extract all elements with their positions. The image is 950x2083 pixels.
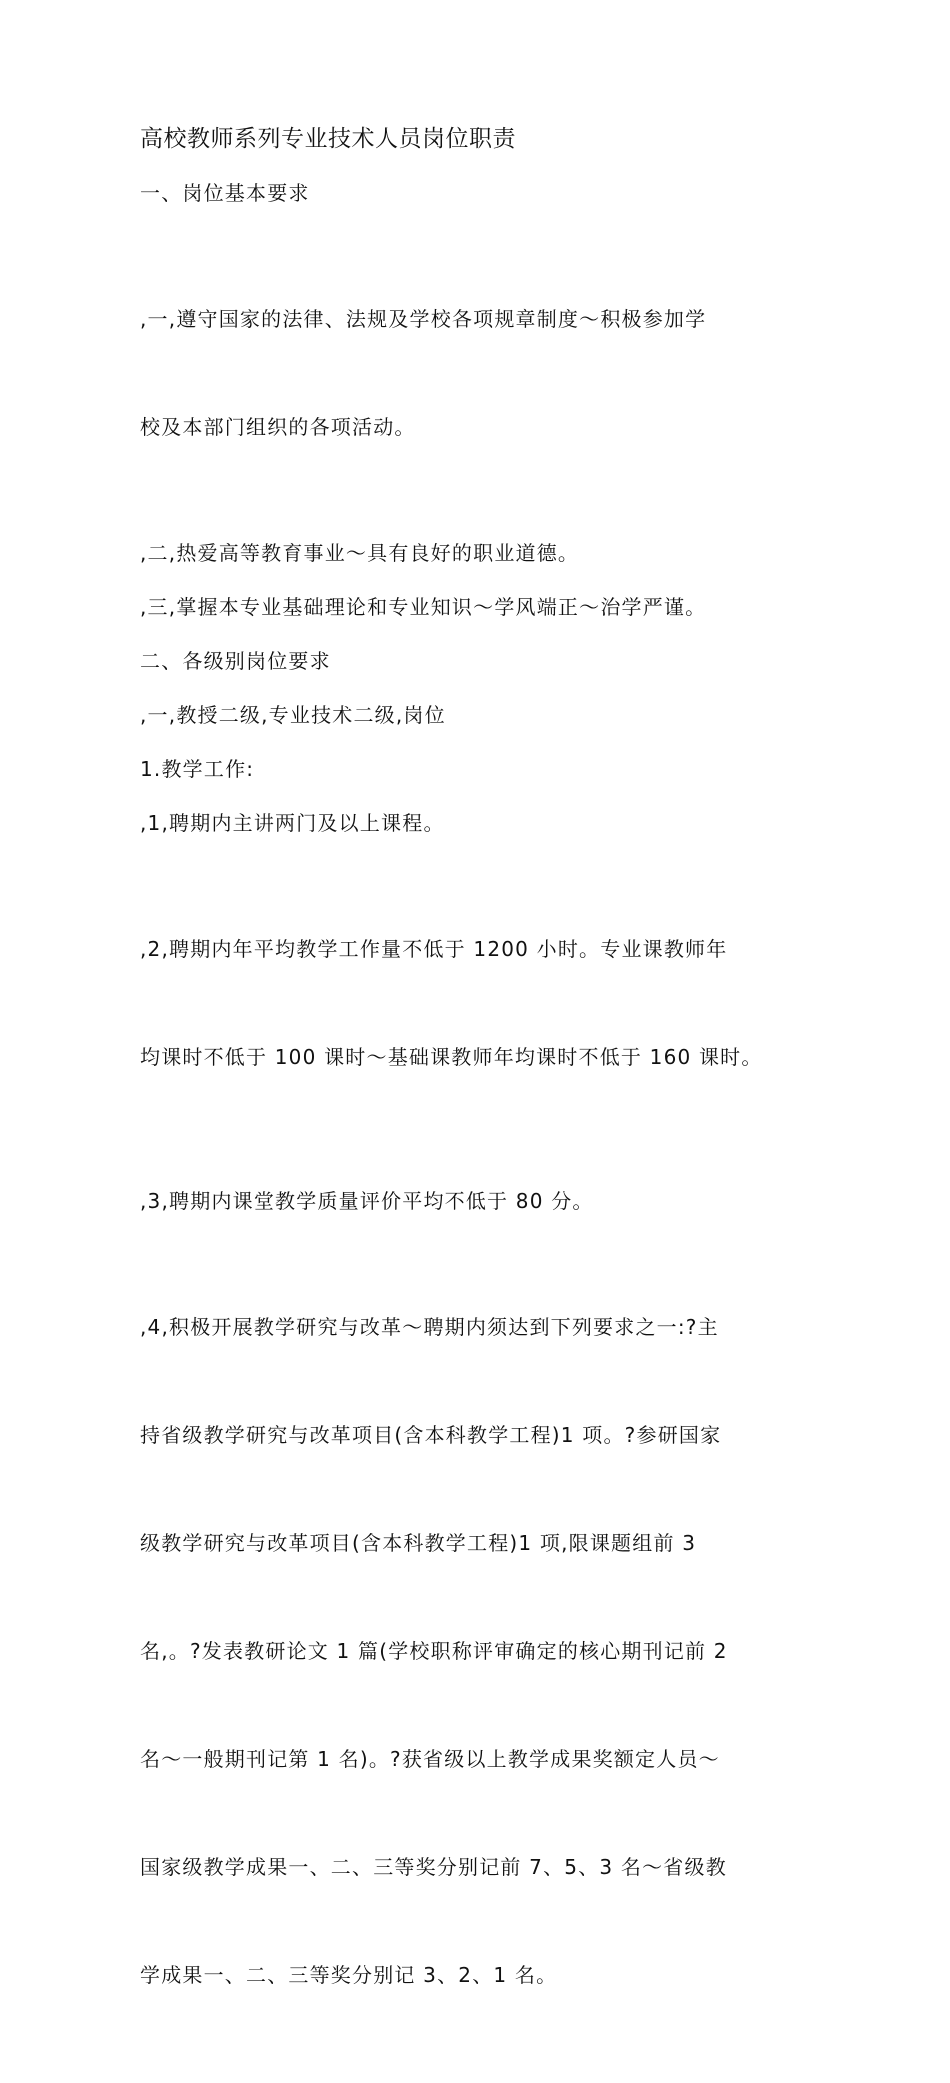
- paragraph-ethics: ,二,热爱高等教育事业～具有良好的职业道德。: [140, 541, 580, 565]
- paragraph-line: 学成果一、二、三等奖分别记 3、2、1 名。: [140, 1963, 558, 1987]
- paragraph-line: ,4,积极开展教学研究与改革～聘期内须达到下列要求之一:?主: [140, 1315, 719, 1339]
- document-title: 高校教师系列专业技术人员岗位职责: [140, 126, 516, 152]
- list-item-courses: ,1,聘期内主讲两门及以上课程。: [140, 811, 445, 835]
- paragraph-line: 名,。?发表教研论文 1 篇(学校职称评审确定的核心期刊记前 2: [140, 1639, 728, 1663]
- paragraph-line: 级教学研究与改革项目(含本科教学工程)1 项,限课题组前 3: [140, 1531, 697, 1555]
- paragraph-line: ,2,聘期内年平均教学工作量不低于 1200 小时。专业课教师年: [140, 937, 728, 961]
- paragraph-line: ,一,遵守国家的法律、法规及学校各项规章制度～积极参加学: [140, 307, 707, 331]
- paragraph-line: 持省级教学研究与改革项目(含本科教学工程)1 项。?参研国家: [140, 1423, 722, 1447]
- list-item-quality-score: ,3,聘期内课堂教学质量评价平均不低于 80 分。: [140, 1189, 594, 1213]
- paragraph-compliance: [140, 229, 840, 517]
- section-heading-basic-requirements: 一、岗位基本要求: [140, 181, 310, 205]
- paragraph-line: 名～一般期刊记第 1 名)。?获省级以上教学成果奖额定人员～: [140, 1747, 720, 1771]
- list-item-workload: [140, 859, 840, 1147]
- paragraph-knowledge: ,三,掌握本专业基础理论和专业知识～学风端正～治学严谨。: [140, 595, 707, 619]
- paragraph-line: 国家级教学成果一、二、三等奖分别记前 7、5、3 名～省级教: [140, 1855, 727, 1879]
- paragraph-line: 校及本部门组织的各项活动。: [140, 415, 416, 439]
- subheading-teaching-work: 1.教学工作:: [140, 757, 255, 781]
- document-page: [140, 121, 840, 2083]
- list-item-teaching-research: [140, 1237, 840, 2065]
- paragraph-line: 均课时不低于 100 课时～基础课教师年均课时不低于 160 课时。: [140, 1045, 763, 1069]
- subheading-professor-level-2: ,一,教授二级,专业技术二级,岗位: [140, 703, 446, 727]
- section-heading-level-requirements: 二、各级别岗位要求: [140, 649, 331, 673]
